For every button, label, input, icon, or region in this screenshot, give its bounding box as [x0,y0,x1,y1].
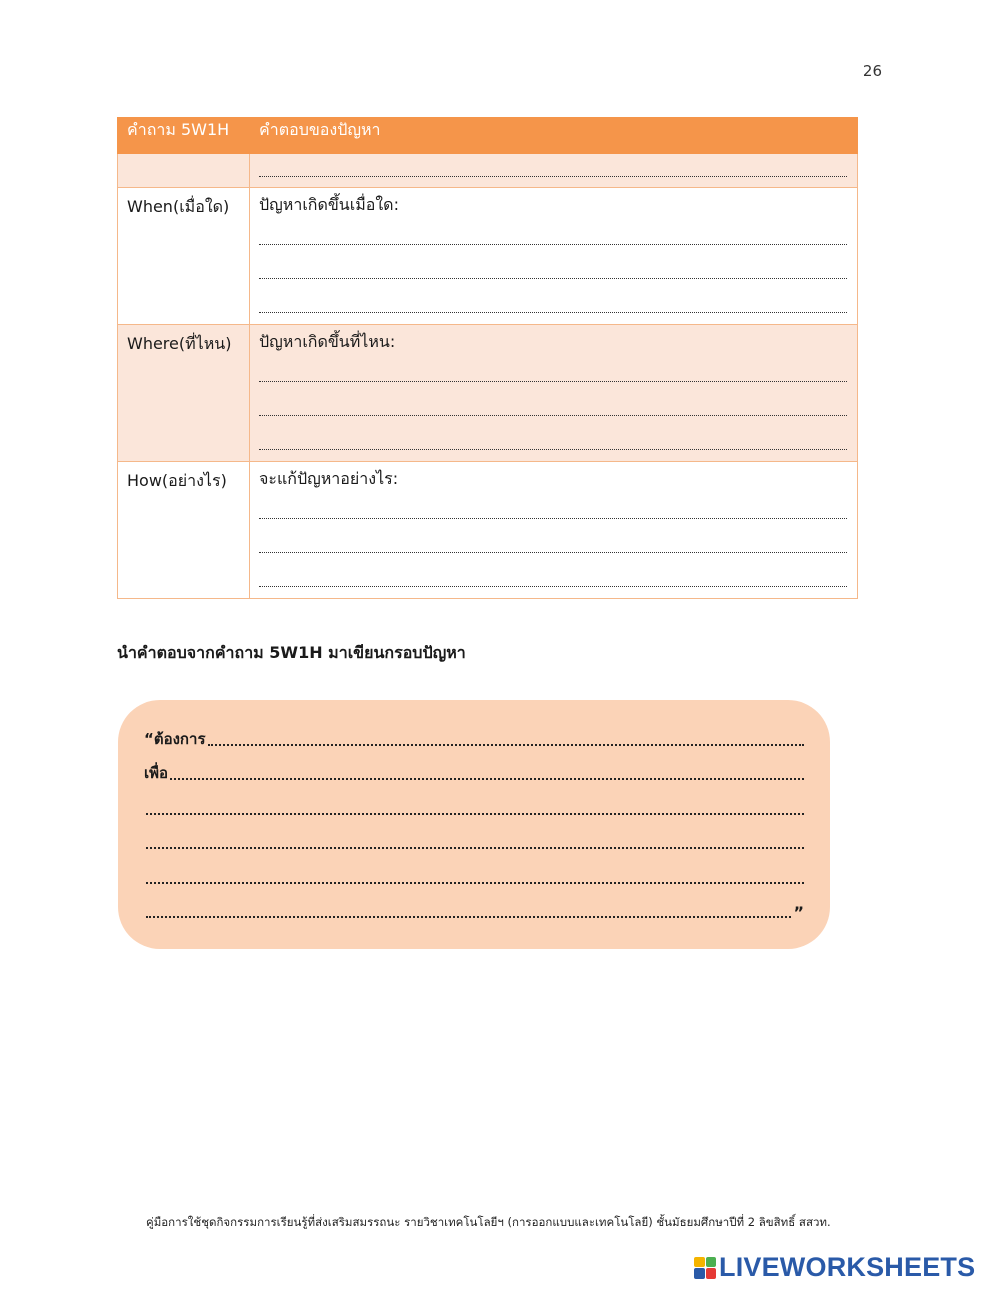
answer-label-how: จะแก้ปัญหาอย่างไร: [259,469,399,488]
question-how: How(อย่างไร) [118,462,250,599]
brand-name: LIVEWORKSHEETS [719,1252,976,1282]
problem-frame-box [118,700,830,949]
table-row [118,154,858,188]
answer-line[interactable] [259,564,847,598]
answer-line[interactable] [259,256,847,290]
answer-label-when: ปัญหาเกิดขึ้นเมื่อใด: [259,195,399,214]
answer-line[interactable] [259,154,847,187]
frame-fill[interactable] [146,916,791,918]
answer-cell-how [250,462,858,599]
answer-line[interactable] [259,496,847,530]
table-row-where [118,325,858,462]
frame-line-1[interactable] [144,727,804,751]
liveworksheets-logo-icon [694,1257,716,1279]
table-row-how [118,462,858,599]
frame-line-5[interactable] [144,865,804,889]
answer-line[interactable] [259,222,847,256]
answer-line[interactable] [259,427,847,461]
answer-line[interactable] [259,290,847,324]
footer-text: คู่มือการใช้ชุดกิจกรรมการเรียนรู้ที่ส่งเสริมสมรรถนะ รายวิชาเทคโนโลยีฯ (การออกแบบและเทคโนโลยี) ชั้นมัธยมศึกษาปีที่ 2 ลิขสิทธิ์ สสวท. [146,1215,831,1229]
answer-label-where: ปัญหาเกิดขึ้นที่ไหน: [259,332,396,351]
frame-line-4[interactable] [144,830,804,854]
answer-cell [250,154,858,188]
answer-line[interactable] [259,393,847,427]
question-cell-empty [118,154,250,188]
answer-line[interactable] [259,530,847,564]
frame-line-3[interactable] [144,796,804,820]
closing-quote: ” [793,903,804,922]
frame-fill[interactable] [170,778,804,780]
question-where: Where(ที่ไหน) [118,325,250,462]
table-row-when [118,188,858,325]
frame-line-2-prefix: เพื่อ [144,764,169,782]
header-answer: คำตอบของปัญหา [250,118,858,154]
page-number: 26 [862,62,882,80]
instruction-text: นำคำตอบจากคำถาม 5W1H มาเขียนกรอบปัญหา [117,643,466,662]
frame-line-2[interactable] [144,761,804,785]
frame-fill[interactable] [146,882,804,884]
header-question: คำถาม 5W1H [118,118,250,154]
table-header [118,118,858,154]
question-when: When(เมื่อใด) [118,188,250,325]
frame-fill[interactable] [146,847,804,849]
frame-fill[interactable] [208,744,805,746]
frame-line-1-prefix: “ต้องการ [144,730,206,748]
answer-cell-where [250,325,858,462]
liveworksheets-brand[interactable] [694,1252,975,1283]
frame-line-6[interactable] [144,899,804,923]
frame-fill[interactable] [146,813,804,815]
answer-cell-when [250,188,858,325]
5w1h-table [117,117,858,599]
answer-line[interactable] [259,359,847,393]
